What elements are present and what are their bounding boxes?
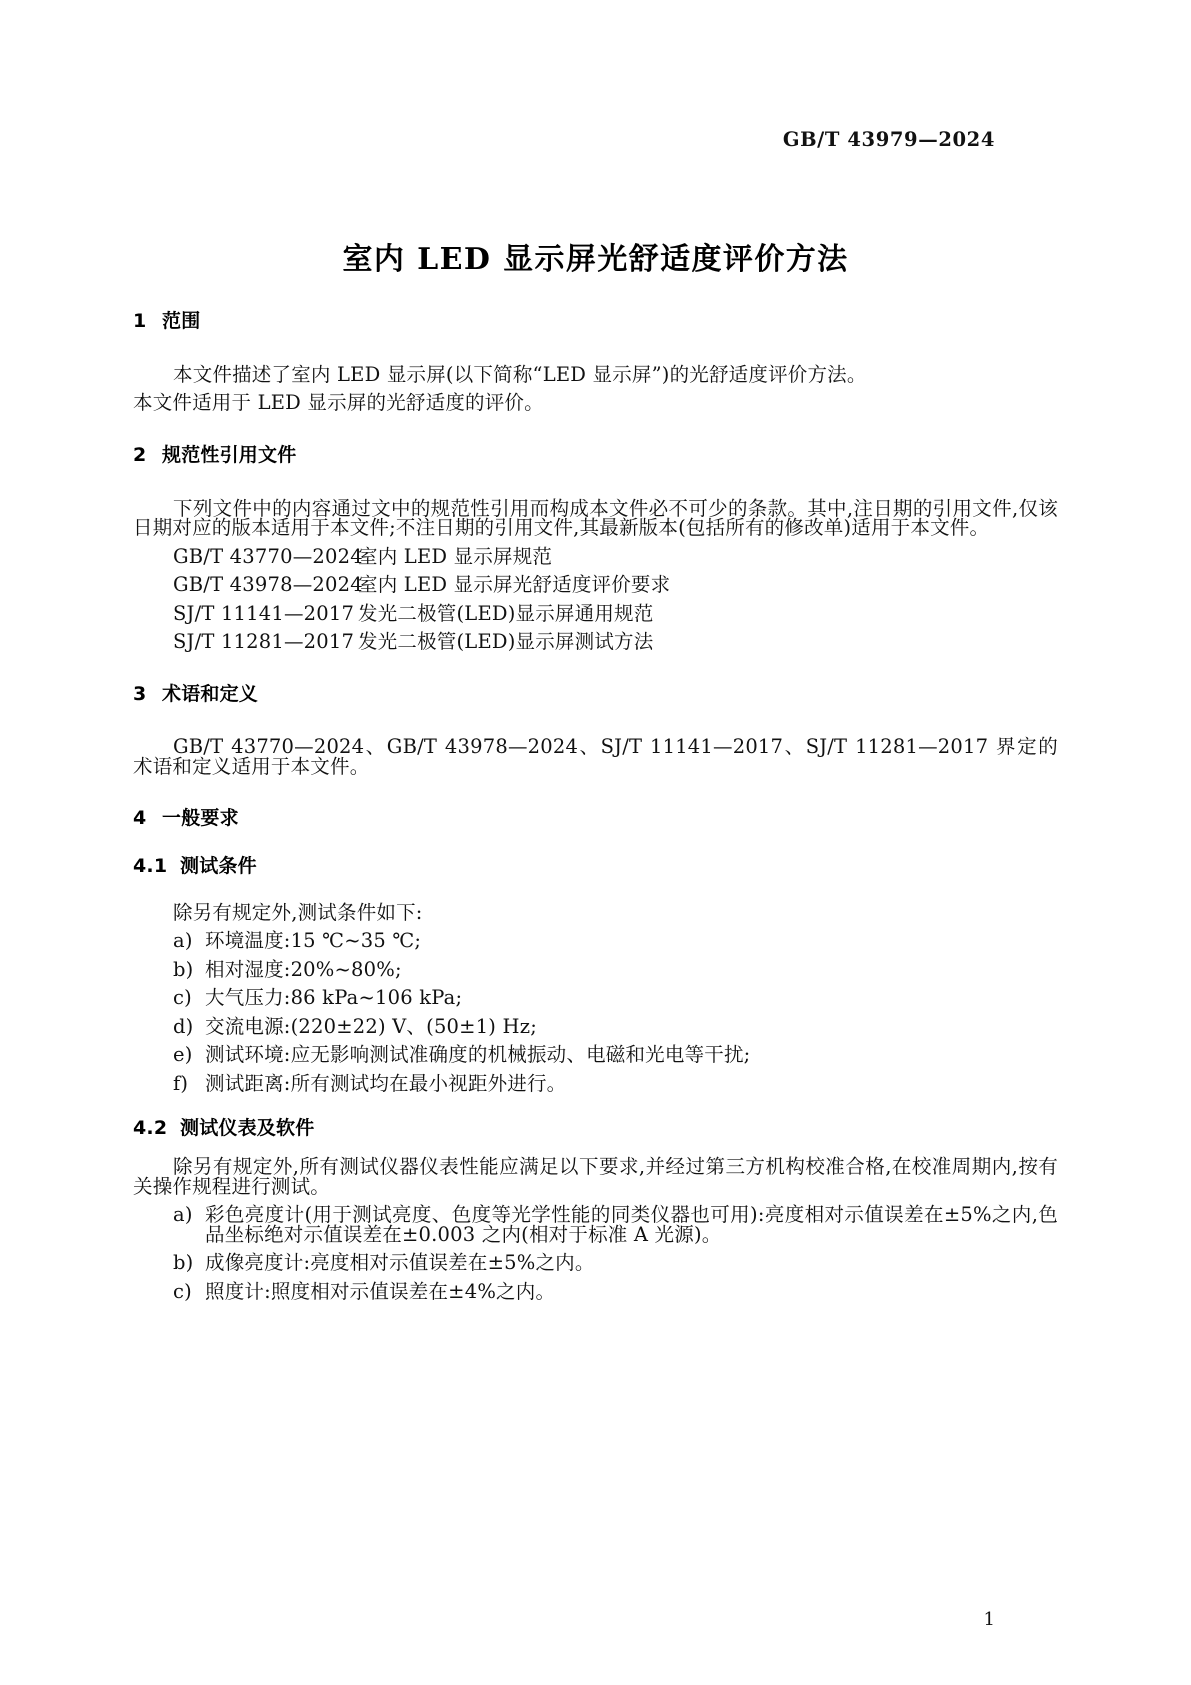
list-item-marker: c) <box>173 1279 192 1303</box>
section-title-4: 一般要求 <box>162 807 239 830</box>
normative-reference-item <box>133 632 1058 652</box>
list-item-marker: f) <box>173 1071 189 1095</box>
reference-title: 室内 LED 显示屏规范 <box>358 544 553 568</box>
list-item-text: 相对湿度:20%~80%; <box>205 957 402 981</box>
reference-code: SJ/T 11141—2017 <box>173 601 355 625</box>
section-number-4-1: 4.1 <box>133 855 168 877</box>
section-3-paragraph-1: GB/T 43770—2024、GB/T 43978—2024、SJ/T 11141—2017、SJ/T 11281—2017 界定的术语和定义适用于本文件。 <box>133 735 1058 778</box>
document-body <box>133 310 1058 1301</box>
section-number-4: 4 <box>133 807 147 830</box>
section-2-paragraph-1: 下列文件中的内容通过文中的规范性引用而构成本文件必不可少的条款。其中,注日期的引用文件,仅该日期对应的版本适用于本文件;不注日期的引用文件,其最新版本(包括所有的修改单)适用于本文件。 <box>133 496 1058 539</box>
list-item <box>133 1205 1058 1244</box>
list-item-marker: b) <box>173 957 194 981</box>
list-item-marker: d) <box>173 1014 194 1038</box>
list-item-marker: e) <box>173 1043 193 1067</box>
section-heading-2 <box>133 444 1058 468</box>
reference-title: 发光二极管(LED)显示屏测试方法 <box>358 630 654 653</box>
list-item-text: 测试距离:所有测试均在最小视距外进行。 <box>205 1071 567 1095</box>
list-item <box>133 988 1058 1008</box>
list-item <box>133 957 1058 981</box>
list-item-marker: a) <box>173 929 193 953</box>
section-heading-1 <box>133 310 1058 334</box>
section-heading-4 <box>133 807 1058 831</box>
page-number: 1 <box>983 1609 995 1630</box>
section-number-4-2: 4.2 <box>133 1117 168 1140</box>
list-item-text: 照度计:照度相对示值误差在±4%之内。 <box>205 1279 556 1303</box>
section-number-1: 1 <box>133 310 147 332</box>
list-item-marker: b) <box>173 1251 194 1274</box>
document-title: 室内 LED 显示屏光舒适度评价方法 <box>342 242 849 278</box>
section-1-paragraph-1: 本文件描述了室内 LED 显示屏(以下简称“LED 显示屏”)的光舒适度评价方法。 <box>173 362 867 386</box>
section-heading-3 <box>133 683 1058 707</box>
normative-reference-item <box>133 575 1058 595</box>
section-title-2: 规范性引用文件 <box>162 443 297 466</box>
list-item <box>133 1045 1058 1065</box>
list-item-text: 彩色亮度计(用于测试亮度、色度等光学性能的同类仪器也可用):亮度相对示值误差在±5%之内,色品坐标绝对示值误差在±0.003 之内(相对于标准 A 光源)。 <box>205 1203 1058 1246</box>
section-4-2-paragraph-1: 除另有规定外,所有测试仪器仪表性能应满足以下要求,并经过第三方机构校准合格,在校准周期内,按有关操作规程进行测试。 <box>133 1155 1058 1198</box>
list-item <box>133 931 1058 951</box>
reference-title: 发光二极管(LED)显示屏通用规范 <box>358 601 654 625</box>
reference-code: SJ/T 11281—2017 <box>173 630 355 653</box>
section-heading-4-1 <box>133 855 1058 879</box>
list-item <box>133 1071 1058 1095</box>
reference-title: 室内 LED 显示屏光舒适度评价要求 <box>358 573 671 596</box>
section-number-2: 2 <box>133 443 147 466</box>
section-title-4-2: 测试仪表及软件 <box>180 1117 315 1140</box>
running-header-standard-number: GB/T 43979—2024 <box>782 128 995 151</box>
list-item-text: 交流电源:(220±22) V、(50±1) Hz; <box>205 1014 537 1038</box>
list-item-text: 大气压力:86 kPa~106 kPa; <box>205 986 463 1010</box>
section-number-3: 3 <box>133 682 147 705</box>
normative-reference-item <box>133 544 1058 568</box>
list-item-text: 成像亮度计:亮度相对示值误差在±5%之内。 <box>205 1251 595 1274</box>
list-item <box>133 1253 1058 1273</box>
normative-reference-item <box>133 601 1058 625</box>
section-title-1: 范围 <box>162 310 201 332</box>
list-item <box>133 1279 1058 1303</box>
list-item <box>133 1014 1058 1038</box>
list-item-text: 测试环境:应无影响测试准确度的机械振动、电磁和光电等干扰; <box>205 1043 751 1067</box>
section-1-paragraph-2: 本文件适用于 LED 显示屏的光舒适度的评价。 <box>133 391 544 415</box>
list-item-marker: a) <box>173 1203 193 1226</box>
section-4-1-paragraph-1: 除另有规定外,测试条件如下: <box>173 900 423 924</box>
reference-code: GB/T 43978—2024 <box>173 573 363 596</box>
list-item-text: 环境温度:15 ℃~35 ℃; <box>205 929 422 953</box>
reference-code: GB/T 43770—2024 <box>173 544 363 568</box>
section-title-3: 术语和定义 <box>162 682 259 705</box>
section-heading-4-2 <box>133 1117 1058 1141</box>
list-item-marker: c) <box>173 986 192 1010</box>
section-title-4-1: 测试条件 <box>180 855 257 877</box>
